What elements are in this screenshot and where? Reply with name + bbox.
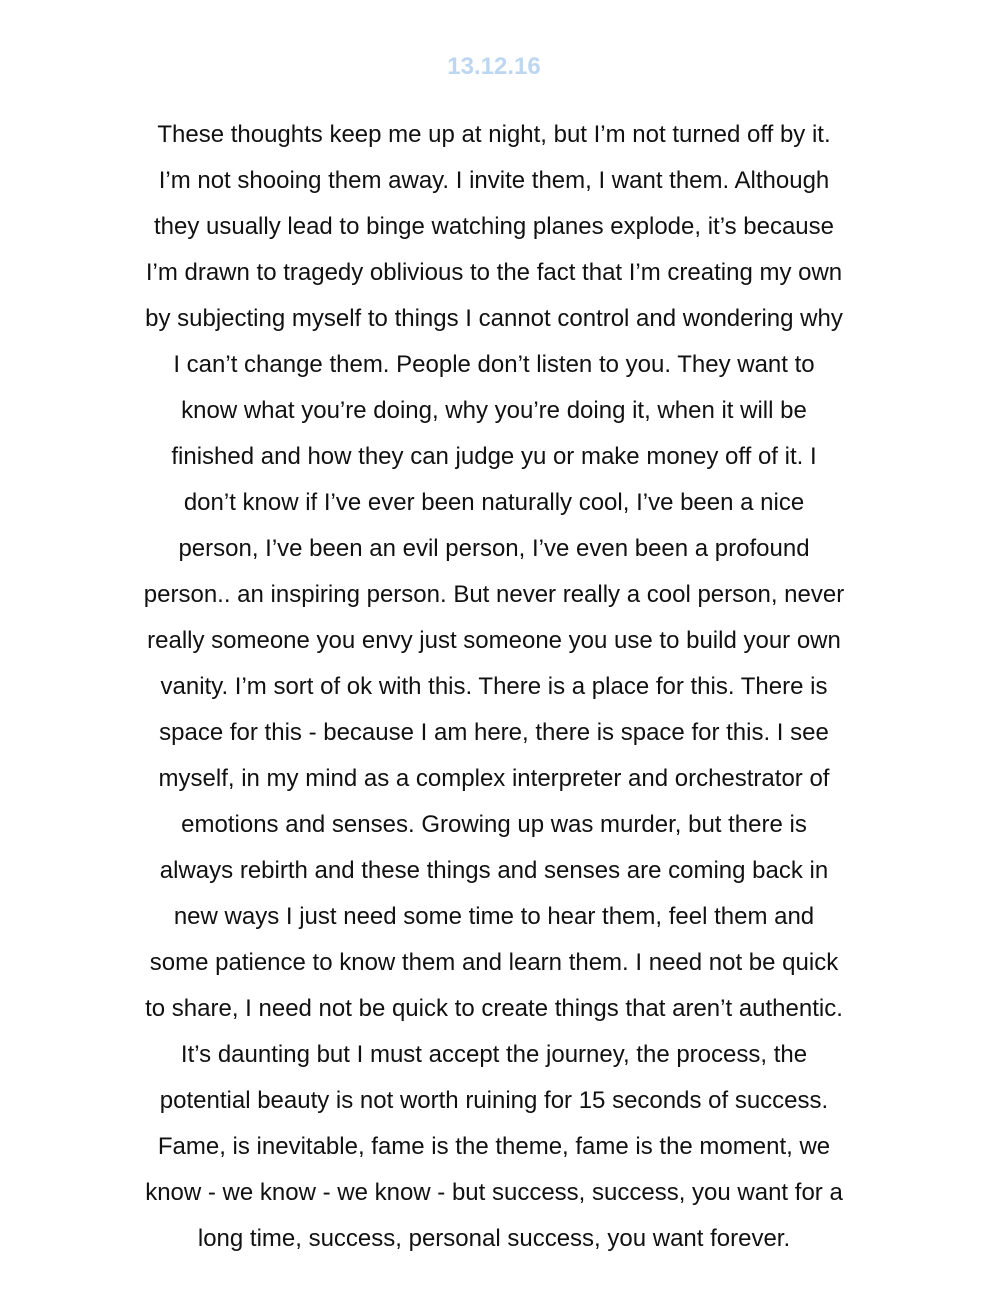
body-line: some patience to know them and learn them. I need not be quick — [149, 949, 839, 976]
body-line: finished and how they can judge yu or make money off of it. I — [171, 443, 817, 470]
body-line: by subjecting myself to things I cannot control and wondering why — [145, 305, 843, 332]
body-line: person.. an inspiring person. But never really a cool person, never — [143, 581, 845, 608]
body-line: know what you’re doing, why you’re doing it, when it will be — [181, 397, 807, 424]
body-line: long time, success, personal success, you want forever. — [197, 1225, 791, 1252]
body-line: really someone you envy just someone you use to build your own — [147, 627, 841, 654]
entry-body — [90, 112, 898, 1262]
body-line: vanity. I’m sort of ok with this. There is a place for this. There is — [160, 673, 828, 700]
body-line: I’m not shooing them away. I invite them, I want them. Although — [158, 167, 830, 194]
entry-date: 13.12.16 — [447, 53, 541, 80]
body-line: I’m drawn to tragedy oblivious to the fact that I’m creating my own — [145, 259, 843, 286]
body-line: potential beauty is not worth ruining for 15 seconds of success. — [159, 1087, 829, 1114]
body-line: space for this - because I am here, there is space for this. I see — [159, 719, 829, 746]
body-line: Fame, is inevitable, fame is the theme, fame is the moment, we — [157, 1133, 831, 1160]
body-line: new ways I just need some time to hear them, feel them and — [173, 903, 815, 930]
body-line: always rebirth and these things and senses are coming back in — [159, 857, 829, 884]
body-line: emotions and senses. Growing up was murder, but there is — [181, 811, 807, 838]
body-line: to share, I need not be quick to create things that aren’t authentic. — [145, 995, 843, 1022]
body-line: they usually lead to binge watching planes explode, it’s because — [153, 213, 834, 240]
body-line: don’t know if I’ve ever been naturally cool, I’ve been a nice — [183, 489, 805, 516]
body-line: person, I’ve been an evil person, I’ve even been a profound — [178, 535, 810, 562]
body-line: It’s daunting but I must accept the journey, the process, the — [180, 1041, 808, 1068]
body-line: know - we know - we know - but success, success, you want for a — [145, 1179, 843, 1206]
body-line: myself, in my mind as a complex interpreter and orchestrator of — [158, 765, 830, 792]
body-line: These thoughts keep me up at night, but I’m not turned off by it. — [157, 121, 831, 148]
body-line: I can’t change them. People don’t listen to you. They want to — [173, 351, 815, 378]
